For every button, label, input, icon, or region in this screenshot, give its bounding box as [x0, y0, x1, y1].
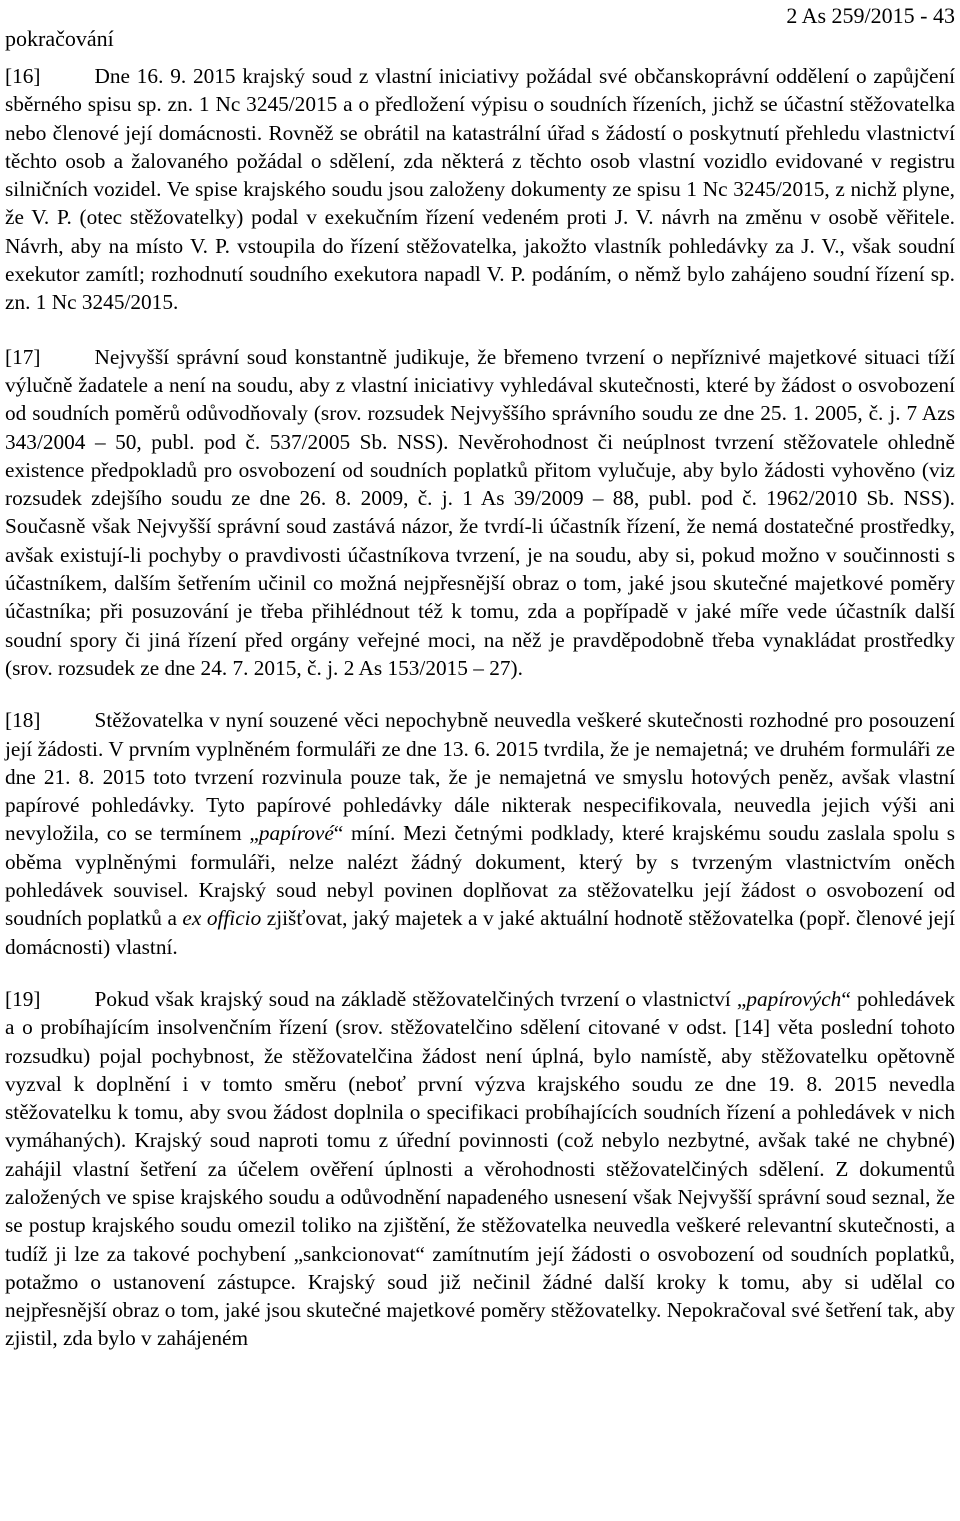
- paragraph-number: [19]: [5, 986, 41, 1011]
- continuation-label: pokračování: [5, 26, 114, 51]
- paragraph-text: Stěžovatelka v nyní souzené věci nepochybně neuvedla veškeré skutečnosti rozhodné pro posouzení její žádosti. V prvním vyplněném formuláři ze dne 13. 6. 2015 tvrdila, že je nemajetná; ve druhém formuláři ze dne 21. 8. 2015 toto tvrzení rozvinula pouze tak, že je nemajetná ve smyslu hotových peněz, avšak vlastní papírové pohledávky. Tyto papírové pohledávky dále nikterak nespecifikovala, neuvedla jejich výši ani nevyložila, co se termínem „: [5, 708, 955, 846]
- paragraph-17: [5, 343, 955, 683]
- paragraph-number: [16]: [5, 64, 41, 88]
- paragraph-number: [18]: [5, 708, 41, 733]
- italic-term: papírových: [746, 986, 842, 1011]
- case-number: 2 As 259/2015 - 43: [786, 3, 955, 28]
- page-header: [5, 0, 955, 62]
- paragraph-number: [17]: [5, 344, 41, 369]
- paragraph-text: Dne 16. 9. 2015 krajský soud z vlastní iniciativy požádal své občanskoprávní oddělení o zapůjčení sběrného spisu sp. zn. 1 Nc 3245/2015 a o předložení výpisu o soudních řízeních, jichž se účastní stěžovatelka nebo členové její domácnosti. Rovněž se obrátil na katastrální úřad s žádostí o poskytnutí přehledu vlastnictví těchto osob a žalovaného požádal o sdělení, zda některá z těchto osob vlastní vozidlo evidované v registru silničních vozidel. Ve spise krajského soudu jsou založeny dokumenty ze spisu 1 Nc 3245/2015, z nichž plyne, že V. P. (otec stěžovatelky) podal v exekučním řízení vedeném proti J. V. návrh na změnu v osobě věřitele. Návrh, aby na místo V. P. vstoupila do řízení stěžovatelka, jakožto vlastník pohledávky za J. V., však soudní exekutor zamítl; rozhodnutí soudního exekutora napadl V. P. podáním, o němž bylo zahájeno soudní řízení sp. zn. 1 Nc 3245/2015.: [5, 64, 955, 315]
- document-page: [5, 0, 955, 1353]
- paragraph-text: Pokud však krajský soud na základě stěžovatelčiných tvrzení o vlastnictví „: [94, 986, 747, 1011]
- paragraph-18: [5, 706, 955, 961]
- paragraph-text: zjišťovat, jaký majetek a v jaké aktuální hodnotě stěžovatelka (popř. členové její domácnosti) vlastní.: [5, 906, 955, 959]
- paragraph-16: [5, 62, 955, 317]
- paragraph-19: [5, 985, 955, 1353]
- paragraph-text: “ pohledávek a o probíhajícím insolvenčním řízení (srov. stěžovatelčino sdělení citované v odst. [14] věta poslední tohoto rozsudku) pojal pochybnost, že stěžovatelčina žádost není úplná, bylo namístě, aby stěžovatelku opětovně vyzval k doplnění i v tomto směru (neboť první výzva krajského soudu ze dne 19. 8. 2015 nevedla stěžovatelku k tomu, aby svou žádost doplnila o specifikaci probíhajících soudních řízení a pohledávek v nich vymáhaných). Krajský soud naproti tomu z úřední povinnosti (což nebylo nezbytné, avšak také ne chybné) zahájil vlastní šetření za účelem ověření úplnosti a věrohodnosti stěžovatelčiných sdělení. Z dokumentů založených ve spise krajského soudu a odůvodnění napadeného usnesení však Nejvyšší správní soud seznal, že se postup krajského soudu omezil toliko na zjištění, že stěžovatelka neuvedla veškeré relevantní skutečnosti, a tudíž ji lze za takové pochybení „sankcionovat“ zamítnutím její žádosti o osvobození od soudních poplatků, potažmo o ustanovení zástupce. Krajský soud již nečinil žádné další kroky k tomu, aby si udělal co nejpřesnější obraz o tom, jaké jsou skutečné majetkové poměry stěžovatelky. Nepokračoval své šetření tak, aby zjistil, zda bylo v zahájeném: [5, 986, 955, 1351]
- italic-term: ex officio: [182, 906, 262, 931]
- paragraph-text: “ míní. Mezi četnými podklady, které krajskému soudu zaslala spolu s oběma vyplněnými formuláři, nelze nalézt žádný dokument, který by s tvrzeným vlastnictvím oněch pohledávek souvisel. Krajský soud nebyl povinen doplňovat za stěžovatelku její žádost o osvobození od soudních poplatků a: [5, 821, 955, 931]
- italic-term: papírové: [258, 821, 334, 846]
- paragraph-text: Nejvyšší správní soud konstantně judikuje, že břemeno tvrzení o nepříznivé majetkové situaci tíží výlučně žadatele a není na soudu, aby z vlastní iniciativy vyhledával skutečnosti, které by žádost o osvobození od soudních poměrů odůvodňovaly (srov. rozsudek Nejvyššího správního soudu ze dne 25. 1. 2005, č. j. 7 Azs 343/2004 – 50, publ. pod č. 537/2005 Sb. NSS). Nevěrohodnost či neúplnost tvrzení stěžovatele ohledně existence předpokladů pro osvobození od soudních poplatků přitom vylučuje, aby bylo žádosti vyhověno (viz rozsudek zdejšího soudu ze dne 26. 8. 2009, č. j. 1 As 39/2009 – 88, publ. pod č. 1962/2010 Sb. NSS). Současně však Nejvyšší správní soud zastává názor, že tvrdí-li účastník řízení, že nemá dostatečné prostředky, avšak existují-li pochyby o pravdivosti účastníkova tvrzení, je na soudu, aby si, pokud možno v součinnosti s účastníkem, dalším šetřením učinil co možná nejpřesnější obraz o tom, jaké jsou skutečné majetkové poměry účastníka; při posuzování je třeba přihlédnout též k tomu, zda a popřípadě v jaké míře vede účastník další soudní spory či jiná řízení před orgány veřejné moci, na něž je pravděpodobně třeba vynakládat prostředky (srov. rozsudek ze dne 24. 7. 2015, č. j. 2 As 153/2015 – 27).: [5, 344, 955, 680]
